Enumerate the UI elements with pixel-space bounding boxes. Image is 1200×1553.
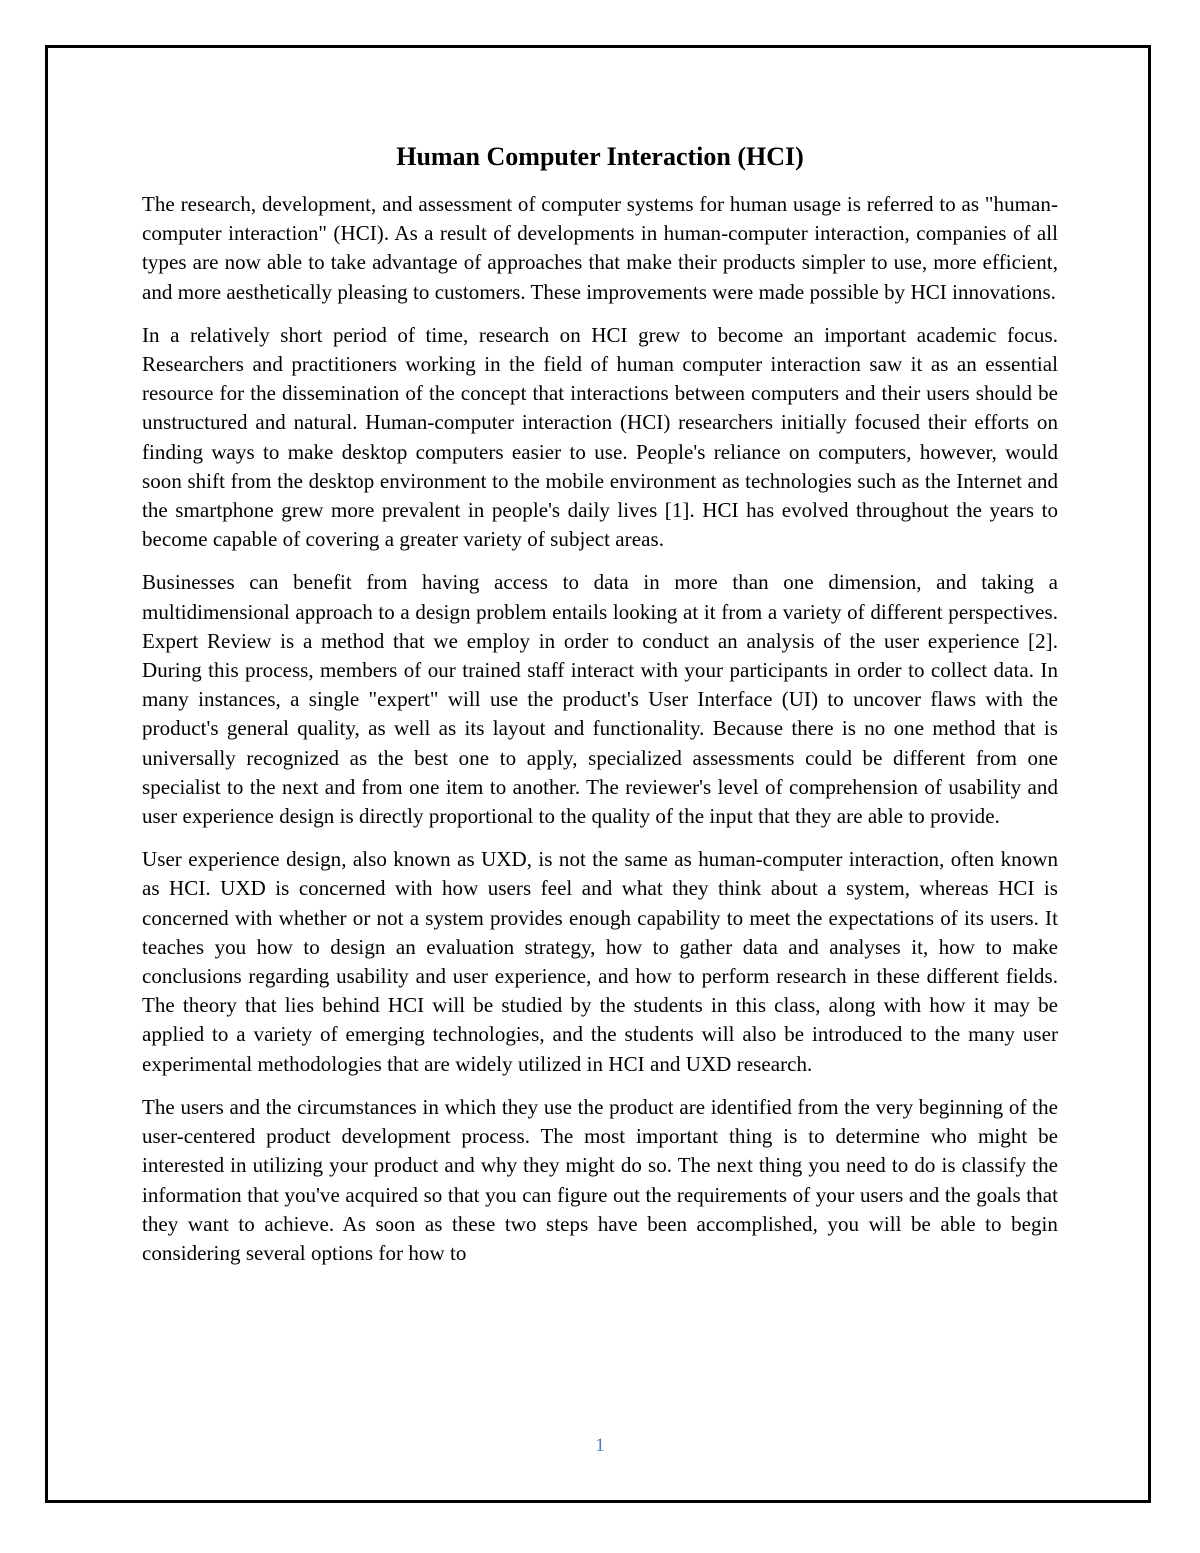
page-title: Human Computer Interaction (HCI) [396, 142, 804, 171]
paragraph-4: User experience design, also known as UXD, is not the same as human-computer interaction, often known as HCI. UXD is concerned with how users feel and what they think about a system, whereas HCI is concerned with whether or not a system provides enough capability to meet the expectations of its users. It teaches you how to design an evaluation strategy, how to gather data and analyses it, how to make conclusions regarding usability and user experience, and how to perform research in these different fields. The theory that lies behind HCI will be studied by the students in this class, along with how it may be applied to a variety of emerging technologies, and the students will also be introduced to the many user experimental methodologies that are widely utilized in HCI and UXD research. [142, 847, 1058, 1076]
paragraph-2: In a relatively short period of time, research on HCI grew to become an important academic focus. Researchers and practitioners working in the field of human computer interaction saw it as an essential resource for the dissemination of the concept that interactions between computers and their users should be unstructured and natural. Human-computer interaction (HCI) researchers initially focused their efforts on finding ways to make desktop computers easier to use. People's reliance on computers, however, would soon shift from the desktop environment to the mobile environment as technologies such as the Internet and the smartphone grew more prevalent in people's daily lives [1]. HCI has evolved throughout the years to become capable of covering a greater variety of subject areas. [142, 322, 1058, 552]
paragraph-5: The users and the circumstances in which they use the product are identified from the very beginning of the user-centered product development process. The most important thing is to determine who might be interested in utilizing your product and why they might do so. The next thing you need to do is classify the information that you've acquired so that you can figure out the requirements of your users and the goals that they want to achieve. As soon as these two steps have been accomplished, you will be able to begin considering several options for how to [142, 1094, 1058, 1265]
paragraph-3: Businesses can benefit from having access to data in more than one dimension, and taking a multidimensional approach to a design problem entails looking at it from a variety of different perspectives. Expert Review is a method that we employ in order to conduct an analysis of the user experience [2]. During this process, members of our trained staff interact with your participants in order to collect data. In many instances, a single "expert" will use the product's User Interface (UI) to uncover flaws with the product's general quality, as well as its layout and functionality. Because there is no one method that is universally recognized as the best one to apply, specialized assessments could be different from one specialist to the next and from one item to another. The reviewer's level of comprehension of usability and user experience design is directly proportional to the quality of the input that they are able to provide. [142, 570, 1058, 829]
paragraph-1: The research, development, and assessment of computer systems for human usage is referred to as "human-computer interaction" (HCI). As a result of developments in human-computer interaction, companies of all types are now able to take advantage of approaches that make their products simpler to use, more efficient, and more aesthetically pleasing to customers. These improvements were made possible by HCI innovations. [142, 192, 1058, 304]
document-body [142, 140, 1058, 1282]
page-number: 1 [595, 1435, 605, 1456]
